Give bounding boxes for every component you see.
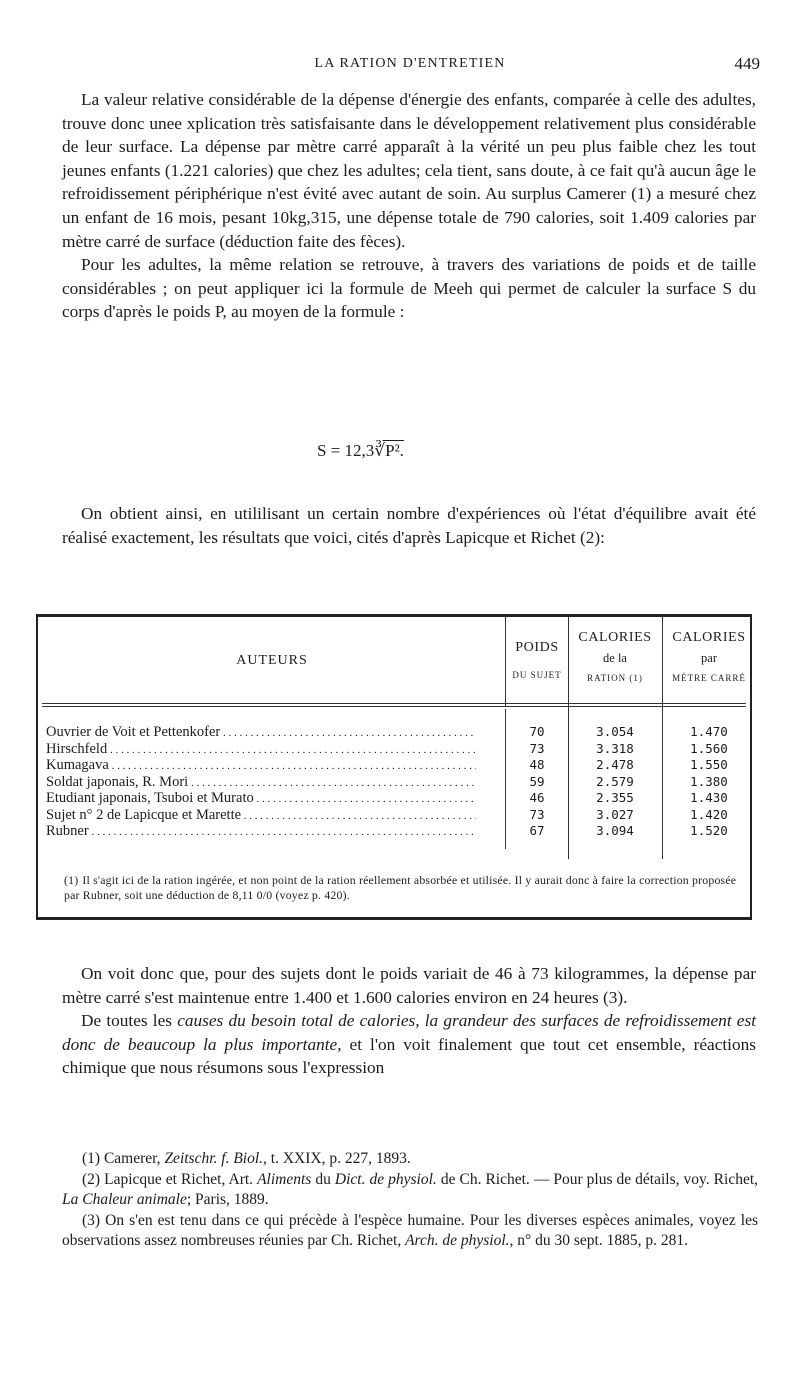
cell-m2: 1.380 [690, 773, 728, 789]
table-row [38, 790, 754, 807]
cell-author: Rubner . . . [46, 823, 476, 841]
cell-author: Sujet n° 2 de Lapicque et Marette . . . [46, 807, 476, 825]
cell-author: Hirschfeld . . . [46, 741, 476, 759]
col-header-calories-m2 [662, 627, 756, 688]
page-number: 449 [734, 54, 760, 73]
col-header-poids-label: POIDS [515, 640, 559, 655]
col-header-cal2-sub2: MÈTRE CARRÉ [672, 673, 746, 683]
footnote-2 [62, 1170, 758, 1211]
formula-left: S = 12,3 [317, 441, 375, 460]
table-row [38, 757, 754, 774]
table-row [38, 724, 754, 741]
meeh-formula [317, 441, 404, 461]
cell-m2: 1.520 [690, 823, 728, 838]
causes-text-c: , et l'on voit finalement que tout cet ensemble, réactions chimique que nous résumons sous l'expression [62, 1034, 756, 1078]
col-header-poids-sub: DU SUJET [512, 670, 562, 680]
cell-author: Ouvrier de Voit et Pettenkofer . . . [46, 724, 476, 742]
formula-root: ∛P². [374, 441, 404, 460]
running-title: LA RATION D'ENTRETIEN [314, 56, 506, 71]
footnote-3-journal: Arch. de physiol. [405, 1232, 510, 1249]
running-head [60, 54, 760, 78]
body-text-top [62, 88, 756, 324]
paragraph-children-energy: La valeur relative considérable de la dépense d'énergie des enfants, comparée à celle des adultes, trouve donc unee xplication très satisfaisante dans le développement relativement plus considérable de leur surface. La dépense par mètre carré apparaît à la vérité un peu plus faible chez les tout jeunes enfants (1.221 calories) que chez les adultes; cela tient, sans doute, à ce fait qu'à aucun âge le refroidissement périphérique n'est évité avec autant de soin. Au surplus Camerer (1) a mesuré chez un enfant de 16 mois, pesant 10kg,315, une dépense totale de 790 calories, soit 1.409 calories par mètre carré de surface (déduction faite des fèces). [62, 90, 756, 251]
paragraph-adults-formula: Pour les adultes, la même relation se retrouve, à travers des variations de poids et de taille considérables ; on peut appliquer ici la formule de Meeh qui permet de calculer la surface S du corps d'après le poids P, au moyen de la formule : [62, 255, 756, 322]
col-header-auteurs: AUTEURS [236, 653, 308, 668]
cell-ration: 3.027 [596, 806, 634, 822]
column-divider [568, 617, 569, 709]
footnote-2-book: La Chaleur animale [62, 1191, 187, 1208]
body-text-bottom [62, 962, 756, 1080]
header-rule-double [42, 706, 746, 707]
cell-author: Etudiant japonais, Tsuboi et Murato . . . [46, 790, 476, 808]
table-footnote-index: (1) [64, 873, 79, 887]
table-row [38, 823, 754, 840]
cell-ration: 2.478 [596, 757, 634, 772]
footnote-3-ref: , n° du 30 sept. 1885, p. 281. [509, 1232, 688, 1249]
calories-table [36, 614, 752, 920]
cell-author: Kumagava . . . [46, 757, 476, 775]
paragraph-weight-range: On voit donc que, pour des sujets dont le poids variait de 46 à 73 kilogrammes, la dépense par mètre carré s'est maintenue entre 1.400 et 1.600 calories environ en 24 heures (3). [62, 964, 756, 1007]
cell-poids: 48 [529, 757, 545, 772]
body-text-intro-table [62, 502, 756, 549]
cell-ration: 3.094 [596, 823, 634, 838]
col-header-cal1-sub1: de la [603, 651, 627, 665]
footnote-2-text: du [311, 1170, 335, 1188]
table-row [38, 774, 754, 791]
table-body [38, 724, 754, 840]
cell-ration: 2.355 [596, 790, 634, 805]
col-header-calories-ration [568, 627, 662, 688]
table-row [38, 741, 754, 758]
table-footnote-text: Il s'agit ici de la ration ingérée, et non point de la ration réellement absorbée et utilisée. Il y aurait donc à faire la correction proposée par Rubner, soit une déduction de 8,11 0/0 (voyez p. 420). [64, 873, 737, 902]
col-header-cal1-label: CALORIES [578, 630, 652, 645]
col-header-poids [506, 627, 568, 685]
footnote-3-text: (3) On s'en est tenu dans ce qui précède à l'espèce humaine. Pour les diverses espèces animales, voyez les observations assez nombreuses réunies par Ch. Richet, [62, 1211, 758, 1249]
col-header-cal2-label: CALORIES [672, 630, 746, 645]
table-footnote [64, 873, 744, 903]
causes-text-a: De toutes les [81, 1011, 178, 1031]
cell-author: Soldat japonais, R. Mori . . . [46, 774, 476, 792]
footnotes [62, 1149, 758, 1252]
cell-m2: 1.430 [690, 790, 728, 805]
footnote-1-journal: Zeitschr. f. Biol. [164, 1150, 264, 1167]
footnote-2-text: de Ch. Richet. — Pour plus de détails, voy. Richet, [436, 1170, 759, 1188]
footnote-3 [62, 1211, 758, 1252]
cell-poids: 46 [529, 790, 545, 805]
footnote-2-article: Aliments [257, 1170, 312, 1188]
causes-emphasis: causes du besoin total de calories, la grandeur des surfaces de refroidissement est donc de beaucoup la plus importante [62, 1011, 756, 1054]
cell-ration: 2.579 [596, 773, 634, 789]
column-divider [662, 617, 663, 709]
footnote-1-text: (1) Camerer, [82, 1150, 165, 1167]
cell-m2: 1.420 [690, 806, 728, 822]
cell-ration: 3.318 [596, 740, 634, 756]
cell-m2: 1.470 [690, 724, 728, 739]
cell-ration: 3.054 [596, 724, 634, 739]
table-row [38, 807, 754, 824]
footnote-1-ref: , t. XXIX, p. 227, 1893. [263, 1150, 411, 1167]
cell-poids: 73 [529, 806, 545, 822]
footnote-2-text: (2) Lapicque et Richet, Art. [82, 1170, 258, 1188]
cell-m2: 1.550 [690, 757, 728, 772]
cell-m2: 1.560 [690, 740, 728, 756]
cell-poids: 67 [529, 823, 545, 838]
column-divider [505, 617, 506, 707]
header-rule [42, 703, 746, 704]
footnote-2-ref: ; Paris, 1889. [186, 1191, 269, 1208]
col-header-cal2-sub1: par [701, 651, 717, 665]
cell-poids: 59 [529, 773, 545, 789]
footnote-1 [62, 1149, 758, 1170]
footnote-2-dict: Dict. de physiol. [334, 1170, 437, 1188]
paragraph-causes [62, 1009, 756, 1080]
cell-poids: 70 [529, 724, 545, 739]
col-header-cal1-sub2: RATION (1) [587, 673, 643, 683]
paragraph-results-intro: On obtient ainsi, en utililisant un certain nombre d'expériences où l'état d'équilibre avait été réalisé exactement, les résultats que voici, cités d'après Lapicque et Richet (2): [62, 504, 756, 547]
cell-poids: 73 [529, 740, 545, 756]
